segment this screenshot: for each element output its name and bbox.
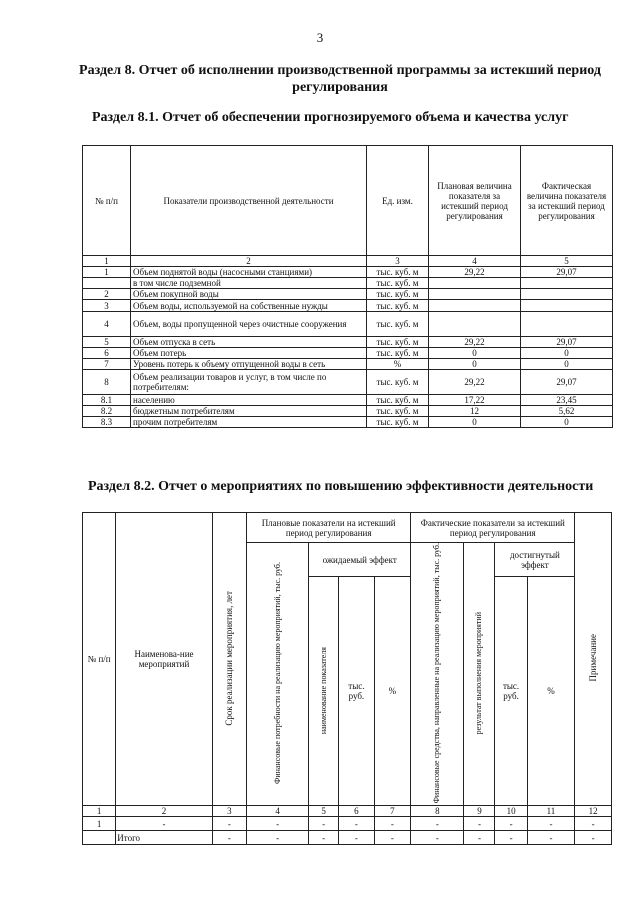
row-name: Объем потерь (131, 348, 367, 359)
header-fact-effect: достигнутый эффект (495, 543, 575, 577)
row-name: Объем воды, используемой на собственные нужды (131, 300, 367, 312)
cell: - (464, 817, 495, 831)
header-actual: Фактическая величина показателя за истекший период регулирования (521, 146, 613, 256)
cell: - (247, 817, 309, 831)
col-number: 9 (464, 806, 495, 817)
row-unit: тыс. куб. м (367, 278, 429, 289)
header-term: Срок реализации мероприятия, лет (212, 513, 246, 806)
row-num: 5 (83, 337, 131, 348)
row-unit: тыс. куб. м (367, 406, 429, 417)
cell: - (495, 831, 527, 845)
efficiency-measures-table (82, 512, 612, 845)
cell: - (527, 817, 575, 831)
row-fact (521, 300, 613, 312)
row-unit: тыс. куб. м (367, 395, 429, 406)
row-num: 8.2 (83, 406, 131, 417)
row-num: 8.3 (83, 417, 131, 428)
row-fact (521, 312, 613, 337)
table-row (83, 395, 613, 406)
row-unit: % (367, 359, 429, 370)
row-num: 4 (83, 312, 131, 337)
header-plan-effect: ожидаемый эффект (309, 543, 411, 577)
section-8-title: Раздел 8. Отчет об исполнении производственной программы за истекший период регулирования (79, 63, 601, 95)
row-fact: 29,07 (521, 370, 613, 395)
row-name: Объем, воды пропущенной через очистные сооружения (131, 312, 367, 337)
table-row (83, 348, 613, 359)
col-number: 8 (411, 806, 464, 817)
col-number: 1 (83, 256, 131, 267)
cell: - (464, 831, 495, 845)
row-plan: 17,22 (429, 395, 521, 406)
row-plan: 0 (429, 348, 521, 359)
page-number: 3 (316, 30, 324, 45)
row-fact: 0 (521, 417, 613, 428)
row-name: прочим потребителям (131, 417, 367, 428)
cell: - (411, 831, 464, 845)
row-fact: 0 (521, 359, 613, 370)
row-fact: 23,45 (521, 395, 613, 406)
table-row (83, 300, 613, 312)
header-fact-group: Фактические показатели за истекший период регулирования (411, 513, 575, 543)
cell: - (309, 831, 339, 845)
header-num: № п/п (83, 146, 131, 256)
header-plan-indicator-name: наименование показателя (309, 577, 339, 806)
row-num: 1 (83, 267, 131, 278)
col-number: 11 (527, 806, 575, 817)
col-number: 6 (339, 806, 374, 817)
cell: 1 (83, 817, 116, 831)
header-plan-group: Плановые показатели на истекший период регулирования (247, 513, 411, 543)
row-plan: 0 (429, 417, 521, 428)
row-unit: тыс. куб. м (367, 267, 429, 278)
col-number: 3 (367, 256, 429, 267)
row-name: Уровень потерь к объему отпущенной воды в сеть (131, 359, 367, 370)
cell: - (339, 817, 374, 831)
row-fact: 0 (521, 348, 613, 359)
table-row (83, 312, 613, 337)
row-plan (429, 312, 521, 337)
row-num: 7 (83, 359, 131, 370)
col-number: 10 (495, 806, 527, 817)
header-fact-fin: Финансовые средства, направленные на реализацию мероприятий, тыс. руб. (411, 543, 464, 806)
cell: - (575, 817, 612, 831)
row-name: бюджетным потребителям (131, 406, 367, 417)
table-row (83, 289, 613, 300)
row-num: 8.1 (83, 395, 131, 406)
row-unit: тыс. куб. м (367, 312, 429, 337)
section-8-1-title: Раздел 8.1. Отчет об обеспечении прогнозируемого объема и качества услуг (92, 110, 569, 125)
col-number: 1 (83, 806, 116, 817)
col-number: 2 (116, 806, 212, 817)
row-name: Объем поднятой воды (насосными станциями) (131, 267, 367, 278)
row-plan: 12 (429, 406, 521, 417)
row-fact: 29,07 (521, 267, 613, 278)
table-row (83, 370, 613, 395)
header-fact-pct: % (527, 577, 575, 806)
header-note: Примечание (575, 513, 612, 806)
table-row (83, 337, 613, 348)
row-name: Объем реализации товаров и услуг, в том числе по потребителям: (131, 370, 367, 395)
table-row (83, 359, 613, 370)
col-number: 5 (521, 256, 613, 267)
row-fact: 29,07 (521, 337, 613, 348)
row-plan: 29,22 (429, 370, 521, 395)
row-unit: тыс. куб. м (367, 370, 429, 395)
cell: - (309, 817, 339, 831)
header-planned: Плановая величина показателя за истекший период регулирования (429, 146, 521, 256)
row-num: 6 (83, 348, 131, 359)
row-fact (521, 289, 613, 300)
header-fact-result: результат выполнения мероприятий (464, 543, 495, 806)
cell: - (575, 831, 612, 845)
row-plan (429, 300, 521, 312)
col-number: 7 (374, 806, 411, 817)
row-fact: 5,62 (521, 406, 613, 417)
row-num: 8 (83, 370, 131, 395)
row-unit: тыс. куб. м (367, 337, 429, 348)
column-number-row (83, 256, 613, 267)
cell: - (374, 831, 411, 845)
header-fact-thous: тыс. руб. (495, 577, 527, 806)
col-number: 4 (247, 806, 309, 817)
cell: - (339, 831, 374, 845)
table-row (83, 831, 612, 845)
col-number: 4 (429, 256, 521, 267)
cell: - (374, 817, 411, 831)
row-num (83, 278, 131, 289)
row-name: Объем отпуска в сеть (131, 337, 367, 348)
header-num: № п/п (83, 513, 116, 806)
row-unit: тыс. куб. м (367, 300, 429, 312)
row-num: 2 (83, 289, 131, 300)
row-name: Объем покупной воды (131, 289, 367, 300)
cell: - (411, 817, 464, 831)
table-row (83, 417, 613, 428)
row-unit: тыс. куб. м (367, 417, 429, 428)
header-unit: Ед. изм. (367, 146, 429, 256)
cell (83, 831, 116, 845)
table-row (83, 817, 612, 831)
row-name: в том числе подземной (131, 278, 367, 289)
header-plan-thous: тыс. руб. (339, 577, 374, 806)
services-report-table (82, 145, 613, 428)
col-number: 3 (212, 806, 246, 817)
row-num: 3 (83, 300, 131, 312)
col-number: 2 (131, 256, 367, 267)
table-row (83, 267, 613, 278)
col-number: 5 (309, 806, 339, 817)
row-fact (521, 278, 613, 289)
total-label: Итого (116, 831, 212, 845)
header-plan-pct: % (374, 577, 411, 806)
header-name: Наименова-ние мероприятий (116, 513, 212, 806)
row-plan (429, 278, 521, 289)
row-plan (429, 289, 521, 300)
table-row (83, 278, 613, 289)
cell: - (247, 831, 309, 845)
row-plan: 0 (429, 359, 521, 370)
cell: - (212, 831, 246, 845)
row-plan: 29,22 (429, 337, 521, 348)
row-unit: тыс. куб. м (367, 348, 429, 359)
table-row (83, 406, 613, 417)
row-unit: тыс. куб. м (367, 289, 429, 300)
cell: - (527, 831, 575, 845)
row-plan: 29,22 (429, 267, 521, 278)
cell: - (212, 817, 246, 831)
header-indicator: Показатели производственной деятельности (131, 146, 367, 256)
cell: - (116, 817, 212, 831)
cell: - (495, 817, 527, 831)
header-plan-fin: Финансовые потребности на реализацию мероприятий, тыс. руб. (247, 543, 309, 806)
section-8-2-title: Раздел 8.2. Отчет о мероприятиях по повышению эффективности деятельности (88, 479, 594, 494)
column-number-row (83, 806, 612, 817)
col-number: 12 (575, 806, 612, 817)
row-name: населению (131, 395, 367, 406)
